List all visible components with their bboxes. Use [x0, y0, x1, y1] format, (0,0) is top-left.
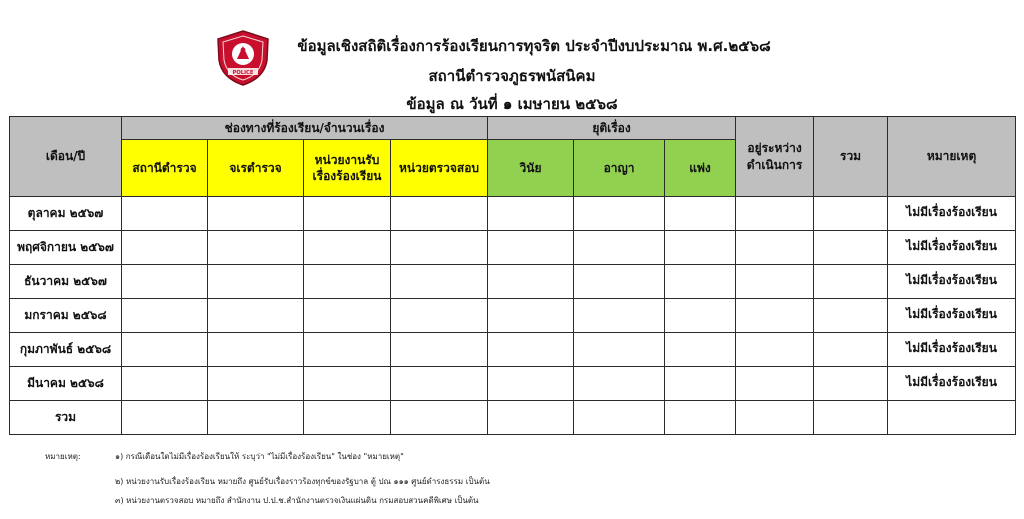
table-cell — [122, 367, 208, 401]
resolved-header: ยุติเรื่อง — [488, 117, 736, 140]
table-cell — [488, 299, 574, 333]
table-cell — [304, 333, 391, 367]
table-cell — [208, 299, 304, 333]
table-cell — [574, 401, 665, 435]
table-cell — [391, 197, 488, 231]
footnote-2: ๒) หน่วยงานรับเรื่องร้องเรียน หมายถึง ศูนย์รับเรื่องราวร้องทุกข์ของรัฐบาล ตู้ ปณ ๑๑๑ ศูนย์ดำรงธรรม เป็นต้น — [115, 477, 490, 486]
table-cell — [304, 265, 391, 299]
channel-inspector-general: จเรตำรวจ — [208, 140, 304, 197]
row-note: ไม่มีเรื่องร้องเรียน — [888, 299, 1016, 333]
resolved-criminal: อาญา — [574, 140, 665, 197]
table-cell — [814, 299, 888, 333]
remarks-header: หมายเหตุ — [888, 117, 1016, 197]
resolved-civil: แพ่ง — [665, 140, 736, 197]
footnote-label: หมายเหตุ: — [45, 452, 81, 461]
table-cell — [208, 231, 304, 265]
table-cell — [391, 401, 488, 435]
row-month: ตุลาคม ๒๕๖๗ — [10, 197, 122, 231]
table-cell — [122, 197, 208, 231]
table-cell — [304, 367, 391, 401]
table-cell — [122, 401, 208, 435]
table-cell — [574, 265, 665, 299]
table-cell — [488, 367, 574, 401]
table-row — [10, 231, 1016, 265]
table-cell — [122, 333, 208, 367]
table-cell — [304, 231, 391, 265]
station-name: สถานีตำรวจภูธรพนัสนิคม — [428, 67, 596, 85]
footnote-1: ๑) กรณีเดือนใดไม่มีเรื่องร้องเรียนให้ ระบุว่า "ไม่มีเรื่องร้องเรียน" ในช่อง "หมายเหตุ" — [115, 452, 404, 461]
row-month: ธันวาคม ๒๕๖๗ — [10, 265, 122, 299]
month-header: เดือน/ปี — [10, 117, 122, 197]
table-cell — [391, 367, 488, 401]
footnote-3: ๓) หน่วยงานตรวจสอบ หมายถึง สำนักงาน ป.ป.ช.สำนักงานตรวจเงินแผ่นดิน กรมสอบสวนคดีพิเศษ เป็นต้น — [115, 496, 479, 505]
table-cell — [814, 265, 888, 299]
resolved-discipline: วินัย — [488, 140, 574, 197]
as-of-date: ข้อมูล ณ วันที่ ๑ เมษายน ๒๕๖๘ — [406, 95, 618, 113]
table-cell — [665, 197, 736, 231]
table-cell — [736, 367, 814, 401]
table-cell — [574, 197, 665, 231]
table-cell — [736, 265, 814, 299]
page-title: ข้อมูลเชิงสถิติเรื่องการร้องเรียนการทุจริต ประจำปีงบประมาณ พ.ศ.๒๕๖๘ — [297, 37, 771, 55]
table-cell — [665, 333, 736, 367]
channel-audit-unit: หน่วยตรวจสอบ — [391, 140, 488, 197]
table-cell — [665, 231, 736, 265]
row-note: ไม่มีเรื่องร้องเรียน — [888, 265, 1016, 299]
table-cell — [665, 367, 736, 401]
table-cell — [391, 231, 488, 265]
table-cell — [391, 265, 488, 299]
row-month: มีนาคม ๒๕๖๘ — [10, 367, 122, 401]
row-note: ไม่มีเรื่องร้องเรียน — [888, 231, 1016, 265]
table-cell — [665, 299, 736, 333]
table-cell — [814, 231, 888, 265]
row-month: มกราคม ๒๕๖๘ — [10, 299, 122, 333]
table-cell — [814, 367, 888, 401]
table-cell — [736, 401, 814, 435]
channel-police-station: สถานีตำรวจ — [122, 140, 208, 197]
table-cell — [814, 333, 888, 367]
table-cell — [736, 231, 814, 265]
total-row — [10, 401, 1016, 435]
table-cell — [888, 401, 1016, 435]
table-cell — [574, 333, 665, 367]
table-cell — [736, 333, 814, 367]
in-progress-header: อยู่ระหว่าง ดำเนินการ — [736, 117, 814, 197]
logo-text: POLICE — [232, 70, 254, 76]
table-row — [10, 197, 1016, 231]
table-cell — [665, 265, 736, 299]
table-cell — [665, 401, 736, 435]
table-row — [10, 333, 1016, 367]
channels-header: ช่องทางที่ร้องเรียน/จำนวนเรื่อง — [122, 117, 488, 140]
table-cell — [304, 401, 391, 435]
table-cell — [208, 265, 304, 299]
table-cell — [122, 299, 208, 333]
row-note: ไม่มีเรื่องร้องเรียน — [888, 197, 1016, 231]
table-cell — [122, 231, 208, 265]
table-cell — [208, 333, 304, 367]
table-cell — [391, 299, 488, 333]
page-header — [0, 0, 1024, 116]
table-cell — [736, 299, 814, 333]
table-cell — [208, 197, 304, 231]
table-row — [10, 299, 1016, 333]
table-row — [10, 265, 1016, 299]
table-row — [10, 367, 1016, 401]
table-cell — [736, 197, 814, 231]
table-cell — [208, 401, 304, 435]
table-cell — [488, 265, 574, 299]
table-cell — [488, 333, 574, 367]
table-cell — [122, 265, 208, 299]
row-month: กุมภาพันธ์ ๒๕๖๘ — [10, 333, 122, 367]
table-cell — [488, 197, 574, 231]
table-cell — [208, 367, 304, 401]
table-cell — [391, 333, 488, 367]
table-cell — [574, 367, 665, 401]
table-cell — [304, 299, 391, 333]
row-note: ไม่มีเรื่องร้องเรียน — [888, 333, 1016, 367]
row-month: พฤศจิกายน ๒๕๖๗ — [10, 231, 122, 265]
complaint-statistics-table — [9, 116, 1016, 435]
table-cell — [574, 231, 665, 265]
total-header: รวม — [814, 117, 888, 197]
row-note: ไม่มีเรื่องร้องเรียน — [888, 367, 1016, 401]
table-cell — [304, 197, 391, 231]
channel-complaint-agency: หน่วยงานรับ เรื่องร้องเรียน — [304, 140, 391, 197]
table-cell — [814, 401, 888, 435]
table-cell — [488, 401, 574, 435]
total-row-label: รวม — [10, 401, 122, 435]
table-cell — [574, 299, 665, 333]
table-cell — [488, 231, 574, 265]
table-cell — [814, 197, 888, 231]
